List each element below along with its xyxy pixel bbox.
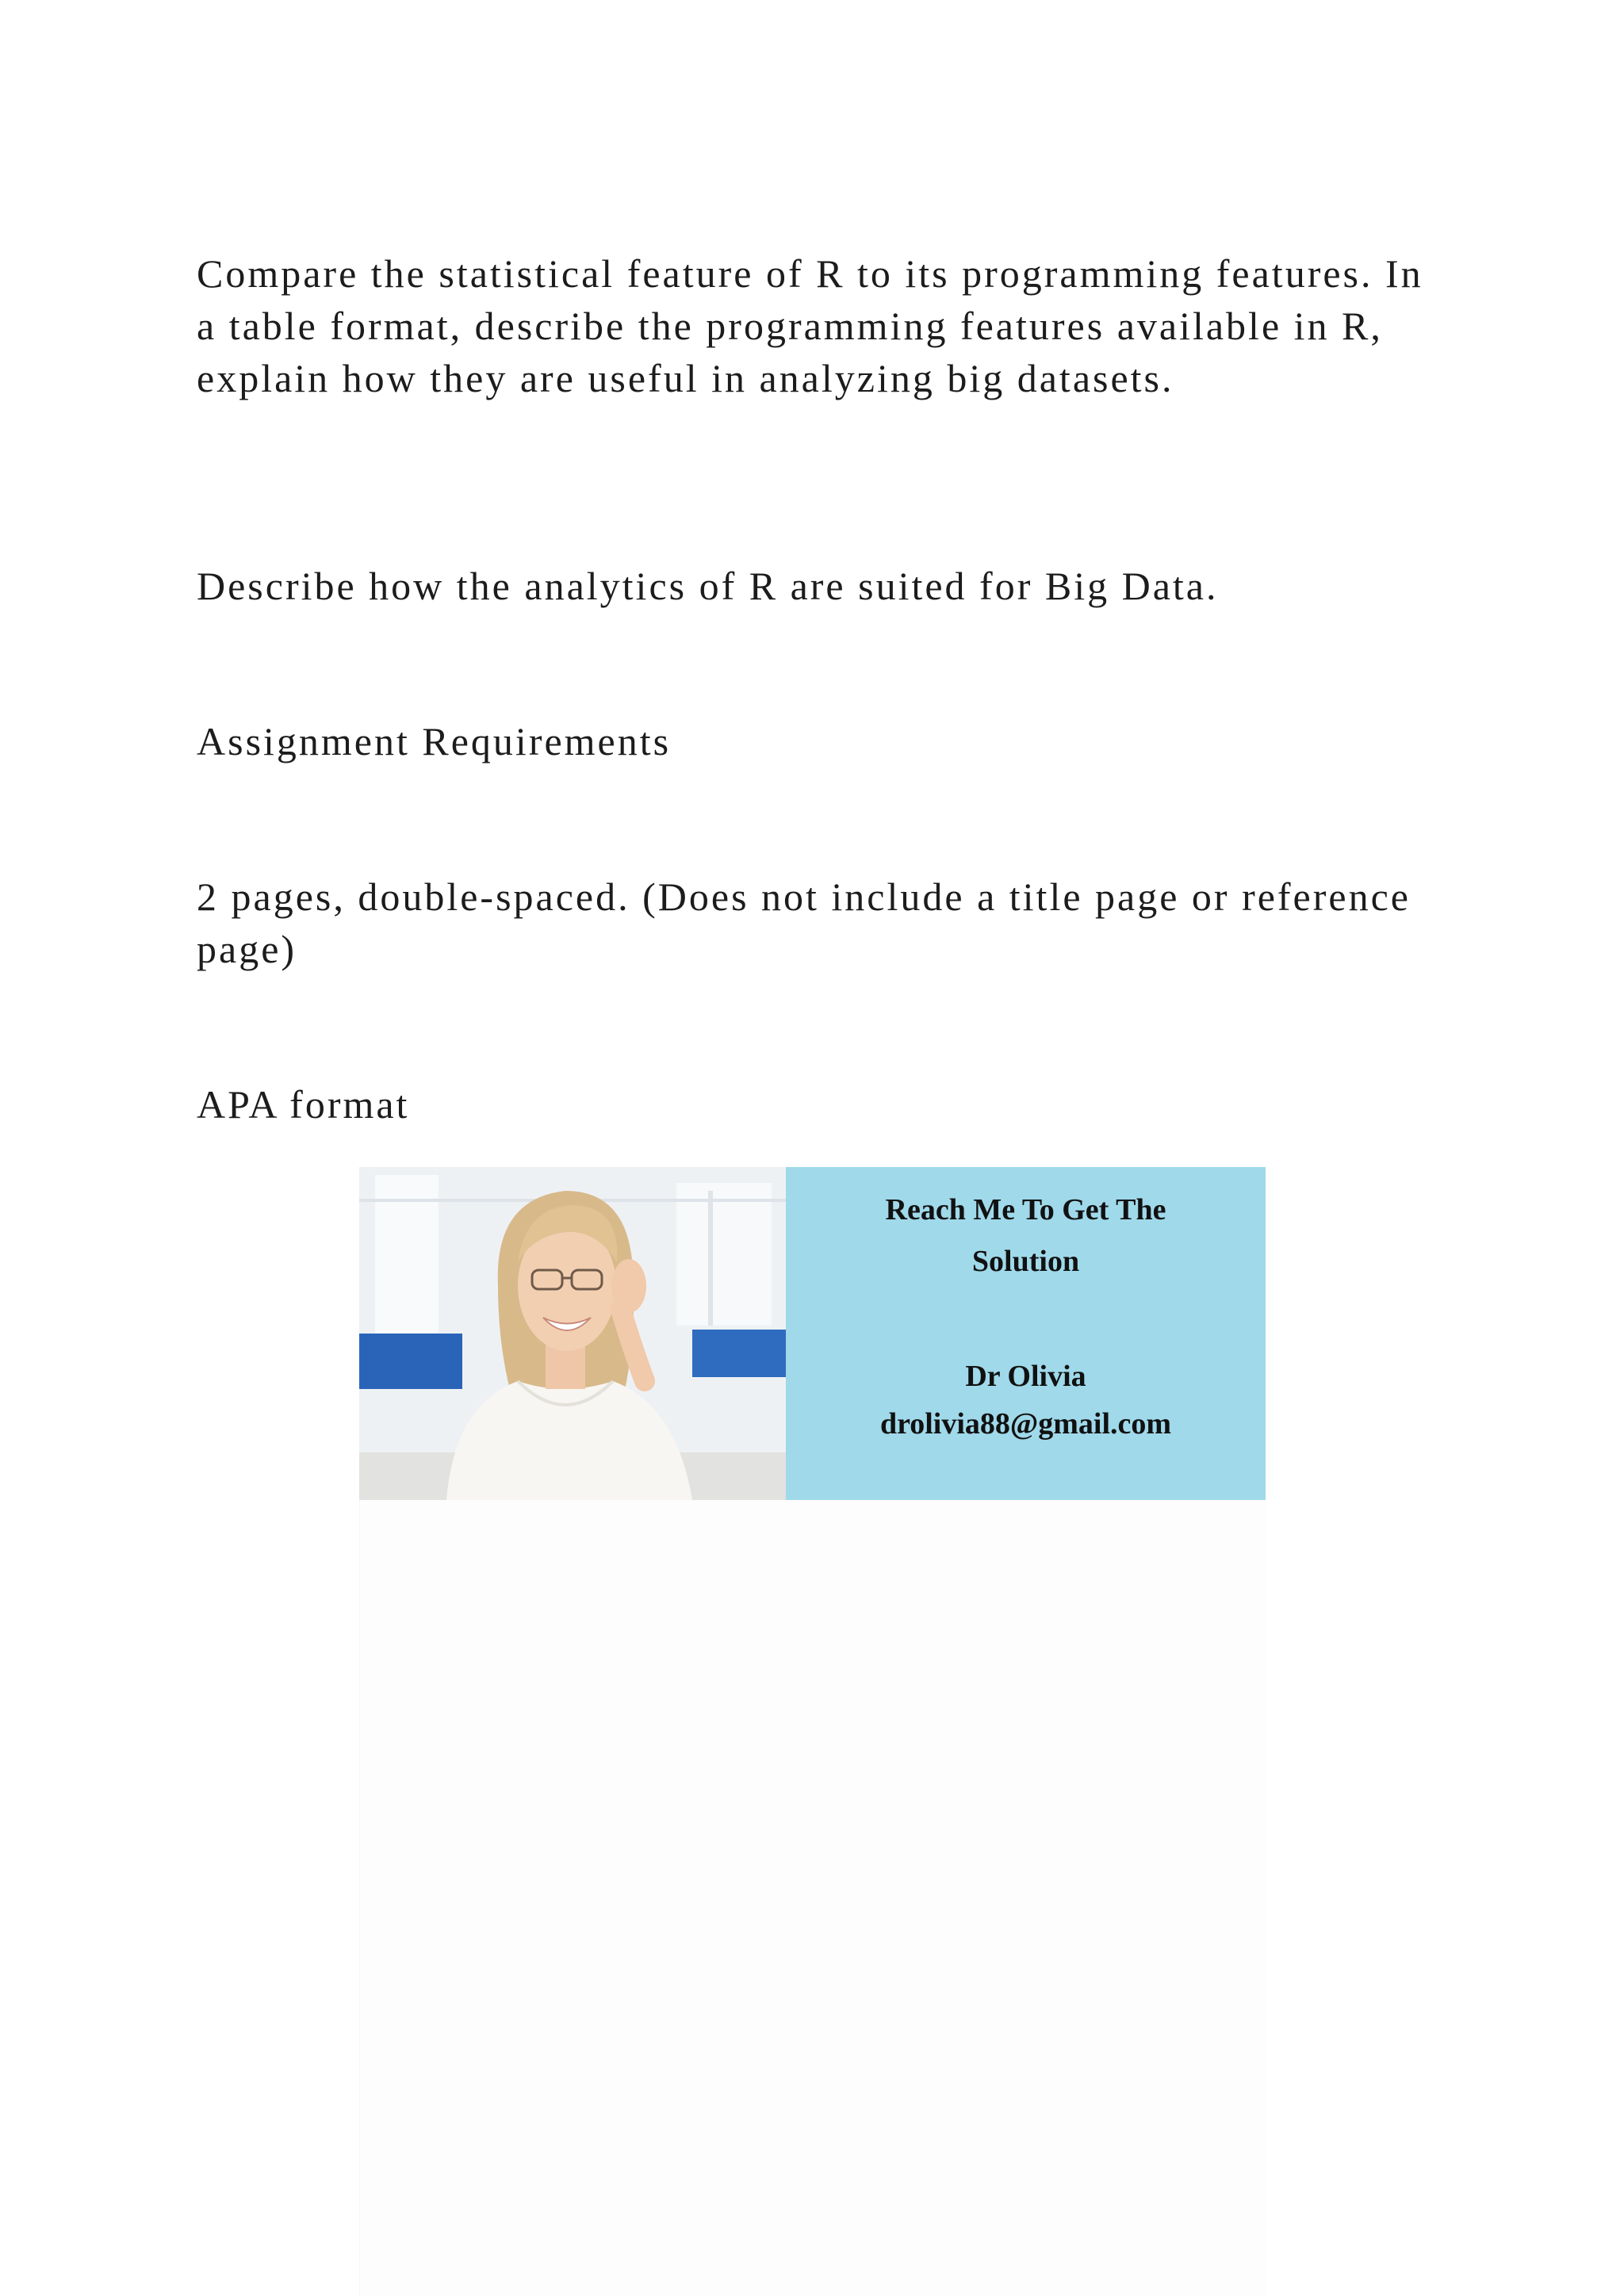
contact-name: Dr Olivia: [965, 1360, 1086, 1393]
paragraph-assignment-prompt: Compare the statistical feature of R to its programming features. In a table format, describe the programming features available in R, explain how they are useful in analyzing big datasets.: [197, 251, 1423, 400]
paragraph-apa-format: APA format: [197, 1082, 410, 1127]
banner-subheadline: Solution: [971, 1245, 1080, 1278]
paragraph-page-requirements: 2 pages, double-spaced. (Does not include a title page or reference page): [197, 874, 1411, 971]
contact-banner: [359, 1167, 1266, 1500]
banner-headline: Reach Me To Get The: [885, 1193, 1166, 1226]
contact-info-panel: [786, 1167, 1266, 1500]
contact-email[interactable]: drolivia88@gmail.com: [879, 1407, 1172, 1441]
paragraph-requirements-heading: Assignment Requirements: [197, 719, 672, 763]
woman-portrait-photo-icon: [359, 1167, 786, 1500]
page-shadow-area: [359, 1500, 1266, 2296]
paragraph-big-data: Describe how the analytics of R are suited for Big Data.: [197, 564, 1219, 608]
